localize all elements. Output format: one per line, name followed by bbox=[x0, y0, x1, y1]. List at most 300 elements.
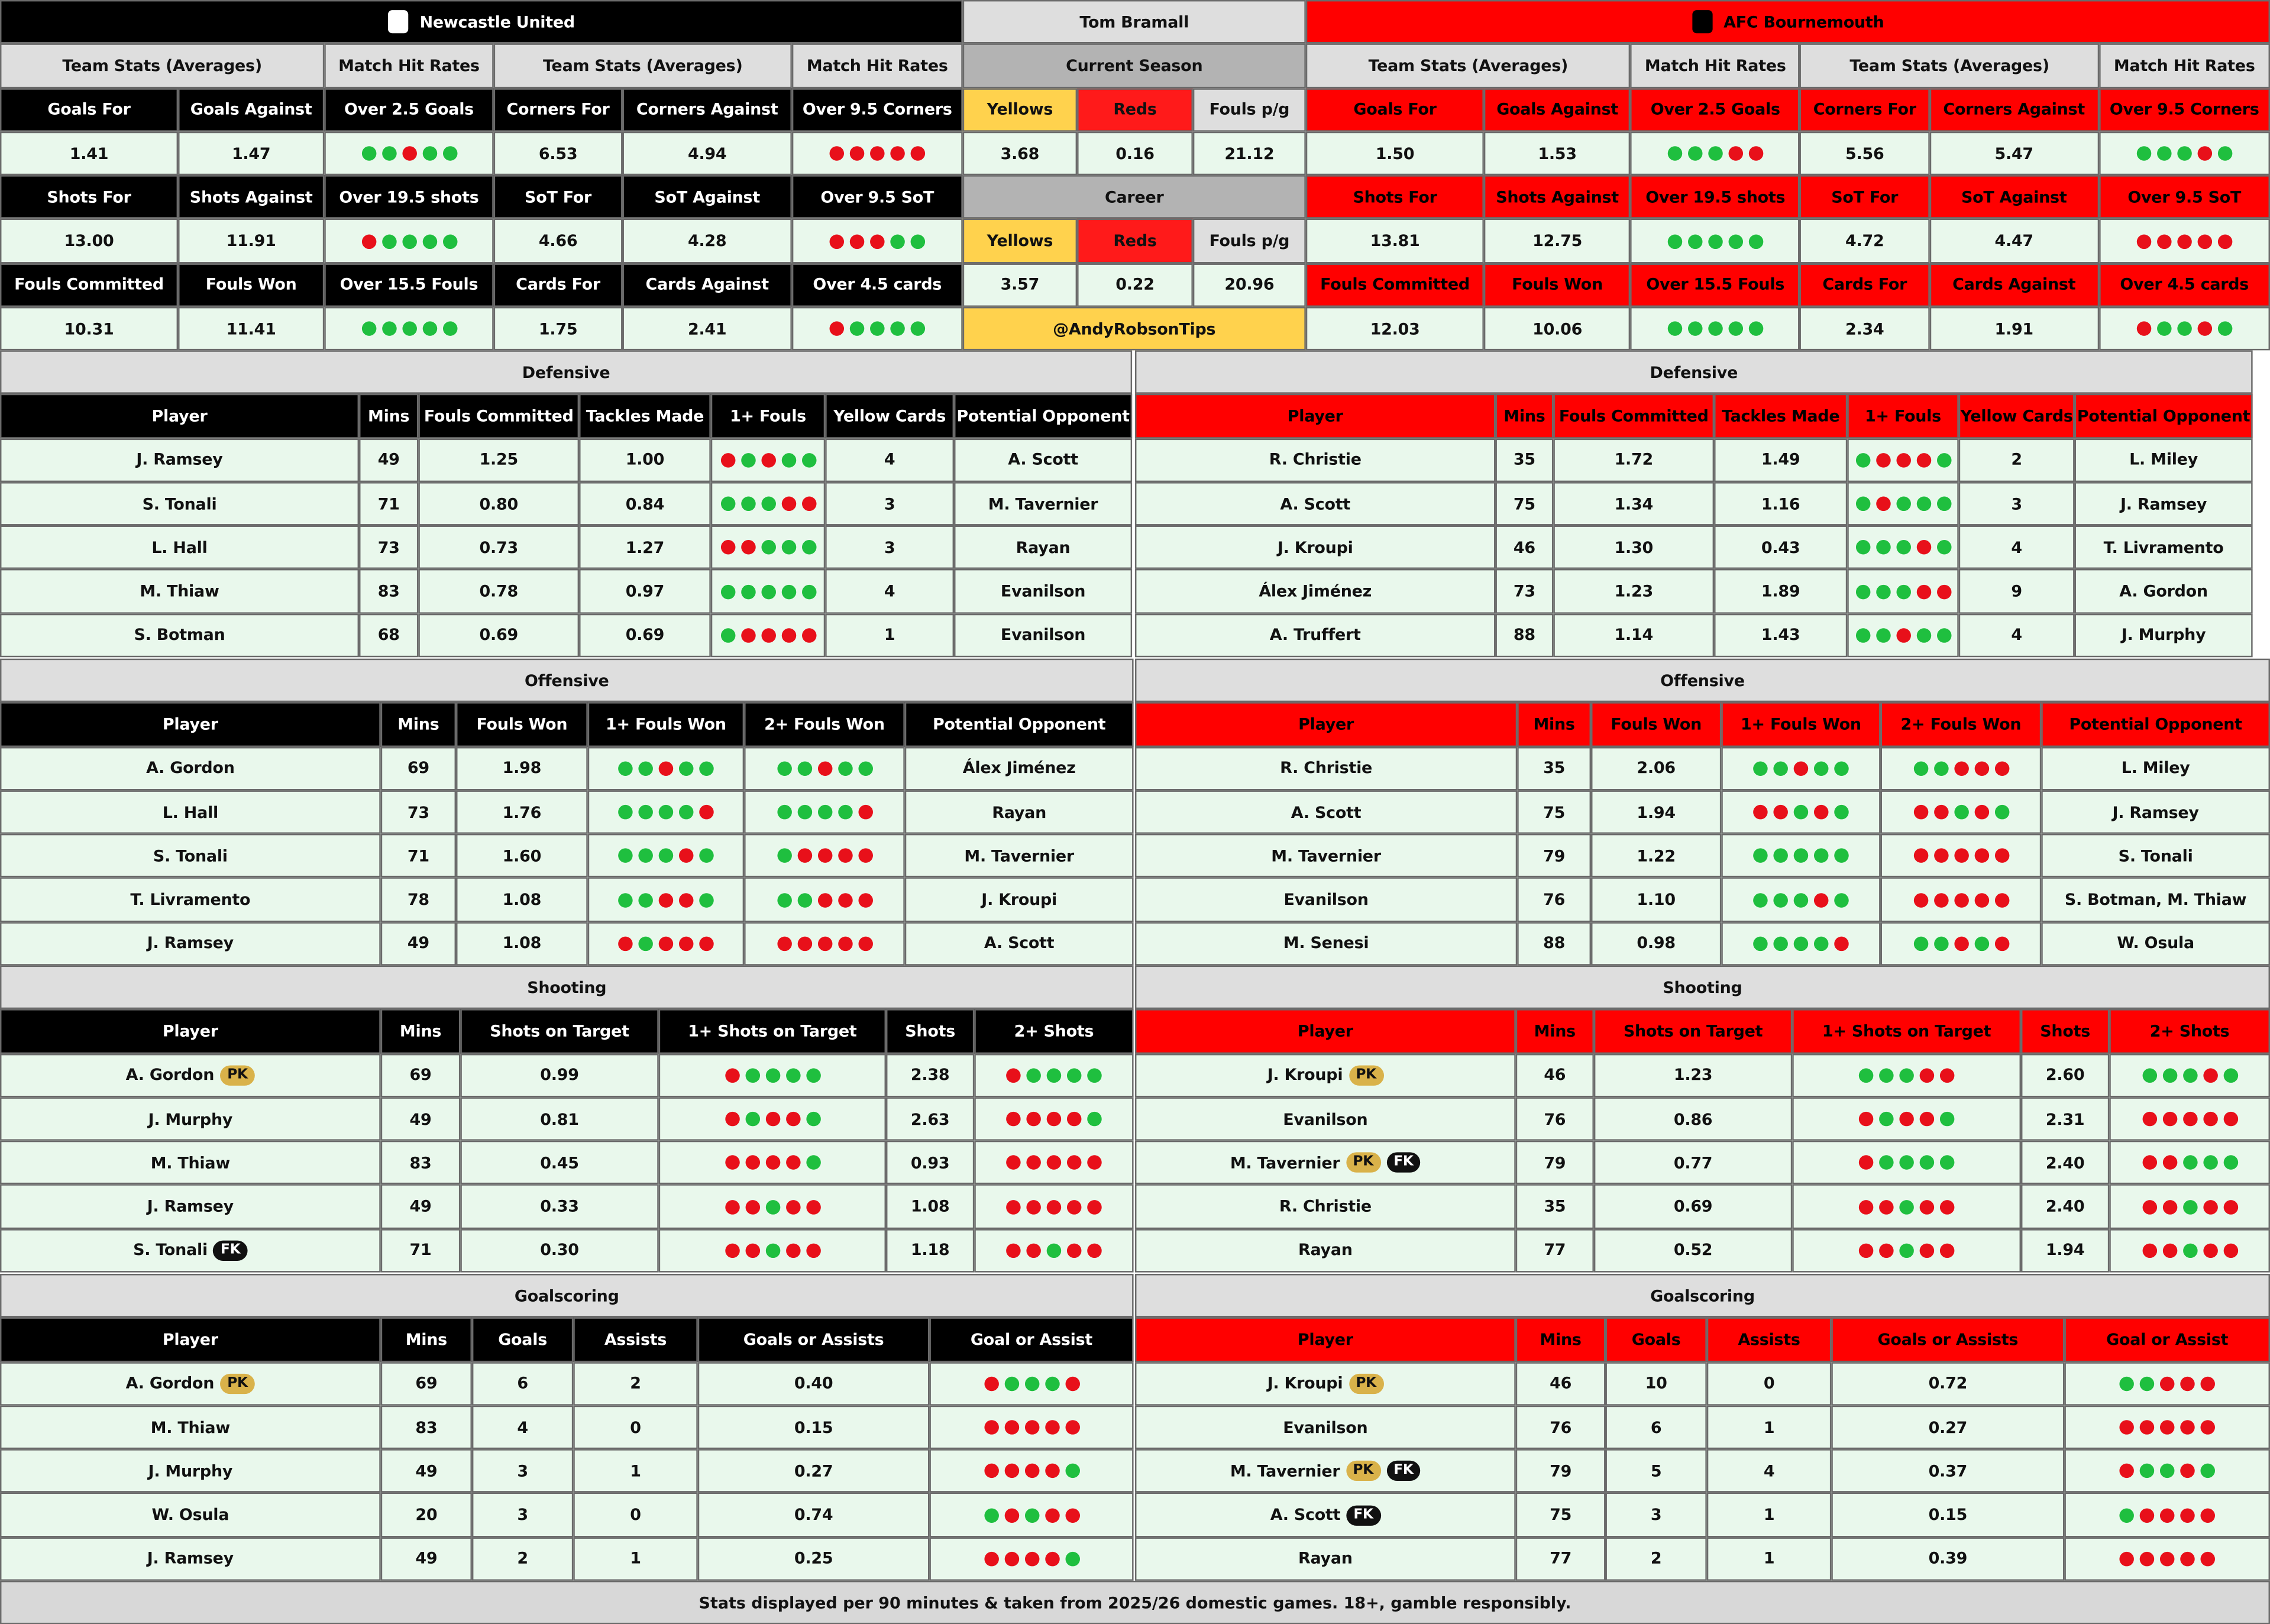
hit-dot-green bbox=[402, 234, 416, 248]
hit-rate-dots bbox=[1913, 936, 2009, 950]
hit-dot-red bbox=[1067, 1112, 1081, 1126]
hit-rate bbox=[1721, 922, 1880, 966]
hit-rate-dots bbox=[2119, 1376, 2215, 1390]
hit-dot-red bbox=[2119, 1420, 2133, 1434]
hit-rate-dots bbox=[984, 1464, 1079, 1478]
stat-label: SoT For bbox=[1800, 176, 1929, 219]
hit-dot-red bbox=[765, 1156, 780, 1170]
hit-dot-red bbox=[2119, 1464, 2133, 1478]
hit-rate-dots bbox=[1006, 1199, 1102, 1214]
hit-rate bbox=[974, 1229, 1133, 1273]
hit-rate bbox=[2109, 1229, 2270, 1273]
column-header: Potential Opponent bbox=[2041, 703, 2270, 746]
hit-rate-dots bbox=[1913, 761, 2009, 775]
hit-rate bbox=[588, 834, 744, 878]
shots: 2.40 bbox=[2021, 1185, 2109, 1228]
hit-dot-green bbox=[837, 761, 852, 775]
stat-value: 5.47 bbox=[1929, 131, 2099, 175]
mins: 20 bbox=[381, 1493, 472, 1537]
hit-dot-red bbox=[830, 146, 844, 160]
hit-dot-green bbox=[2142, 1068, 2156, 1082]
hit-rate bbox=[974, 1185, 1133, 1228]
player-name-text: M. Tavernier bbox=[1230, 1153, 1340, 1173]
hit-dot-green bbox=[1940, 1156, 1954, 1170]
hit-dot-red bbox=[1065, 1420, 1079, 1434]
hit-dot-green bbox=[2157, 322, 2171, 336]
shots-on-target: 0.33 bbox=[460, 1185, 658, 1228]
stat-value: 11.91 bbox=[178, 219, 324, 263]
ref-reds: 0.16 bbox=[1077, 131, 1193, 175]
yellow-cards: 3 bbox=[825, 482, 954, 526]
match-hit-header: Match Hit Rates bbox=[2099, 44, 2270, 88]
hit-rate-dots bbox=[720, 584, 816, 599]
player-name-text: R. Christie bbox=[1279, 1197, 1372, 1217]
career-header: Career bbox=[963, 176, 1306, 219]
hit-rate-dots bbox=[830, 146, 926, 160]
mins: 35 bbox=[1517, 746, 1591, 790]
hit-dot-red bbox=[2201, 1376, 2215, 1390]
hit-dot-red bbox=[1834, 936, 1848, 950]
shooting-section-title: Shooting bbox=[1135, 966, 2270, 1010]
hit-dot-red bbox=[785, 1199, 800, 1214]
hit-dot-green bbox=[679, 761, 693, 775]
hit-dot-green bbox=[1896, 541, 1910, 555]
hit-rate-dots bbox=[720, 628, 816, 642]
team-name: AFC Bournemouth bbox=[1723, 12, 1884, 31]
ref-fouls: 21.12 bbox=[1193, 131, 1306, 175]
potential-opponent: J. Murphy bbox=[2075, 613, 2253, 657]
hit-rate bbox=[1881, 790, 2042, 834]
hit-dot-red bbox=[1065, 1508, 1079, 1522]
hit-dot-red bbox=[1876, 497, 1890, 511]
hit-rate bbox=[2064, 1405, 2270, 1449]
hit-rate bbox=[1881, 922, 2042, 966]
player-name-text: J. Kroupi bbox=[1267, 1066, 1343, 1085]
hit-dot-red bbox=[2140, 1508, 2154, 1522]
hit-rate bbox=[711, 570, 825, 613]
fouls-won: 1.10 bbox=[1591, 878, 1721, 921]
team-name: Newcastle United bbox=[419, 12, 575, 31]
hit-dot-red bbox=[785, 1243, 800, 1257]
hit-dot-red bbox=[745, 1199, 759, 1214]
hit-dot-green bbox=[1045, 1376, 1059, 1390]
potential-opponent: Evanilson bbox=[954, 613, 1132, 657]
hit-dot-red bbox=[870, 234, 884, 248]
hit-dot-red bbox=[2136, 322, 2151, 336]
hit-dot-green bbox=[2157, 146, 2171, 160]
hit-dot-green bbox=[1047, 1068, 1061, 1082]
hit-dot-red bbox=[1773, 805, 1787, 819]
stat-label: Corners For bbox=[494, 88, 623, 131]
column-header: Shots on Target bbox=[460, 1010, 658, 1053]
hit-dot-red bbox=[1067, 1243, 1081, 1257]
hit-dot-red bbox=[725, 1068, 739, 1082]
stat-label: Over 15.5 Fouls bbox=[324, 263, 493, 307]
hit-dot-green bbox=[806, 1156, 820, 1170]
mins: 78 bbox=[381, 878, 456, 921]
hit-dot-red bbox=[2177, 234, 2191, 248]
stat-value: 4.66 bbox=[494, 219, 623, 263]
goals: 6 bbox=[472, 1361, 573, 1405]
fouls-committed: 1.23 bbox=[1553, 570, 1714, 613]
mins: 76 bbox=[1517, 878, 1591, 921]
stats-grid bbox=[1135, 1274, 2270, 1581]
shots-on-target: 0.81 bbox=[460, 1097, 658, 1141]
hit-dot-green bbox=[1879, 1156, 1893, 1170]
stat-label: Over 9.5 Corners bbox=[792, 88, 963, 131]
hit-dot-red bbox=[2180, 1376, 2194, 1390]
hit-rate bbox=[744, 790, 905, 834]
mins: 83 bbox=[359, 570, 418, 613]
hit-dot-green bbox=[361, 322, 376, 336]
mins: 35 bbox=[1495, 438, 1553, 482]
stat-label: Fouls Won bbox=[178, 263, 324, 307]
tackles-made: 1.00 bbox=[579, 438, 711, 482]
hit-dot-green bbox=[1936, 452, 1951, 467]
potential-opponent: J. Ramsey bbox=[2041, 790, 2270, 834]
shots: 2.63 bbox=[886, 1097, 974, 1141]
hit-dot-green bbox=[1896, 584, 1910, 599]
hit-dot-red bbox=[1749, 146, 1763, 160]
hit-rate-dots bbox=[618, 805, 714, 819]
hit-dot-green bbox=[720, 628, 735, 642]
stat-label: Cards For bbox=[1800, 263, 1929, 307]
yellow-cards: 4 bbox=[825, 570, 954, 613]
yellow-cards: 4 bbox=[1959, 526, 2075, 570]
shots: 1.18 bbox=[886, 1229, 974, 1273]
fouls-committed: 1.14 bbox=[1553, 613, 1714, 657]
hit-dot-green bbox=[1794, 936, 1808, 950]
hit-dot-green bbox=[1855, 628, 1870, 642]
hit-dot-red bbox=[984, 1376, 998, 1390]
shots: 2.31 bbox=[2021, 1097, 2109, 1141]
hit-dot-red bbox=[2162, 1199, 2177, 1214]
column-header: Goals bbox=[1605, 1318, 1706, 1361]
hit-dot-red bbox=[984, 1552, 998, 1566]
hit-dot-green bbox=[1708, 146, 1722, 160]
reds-label: Reds bbox=[1077, 88, 1193, 131]
column-header: Mins bbox=[381, 703, 456, 746]
column-header: 1+ Fouls bbox=[1847, 394, 1958, 438]
hit-dot-red bbox=[1814, 892, 1828, 907]
hit-dot-green bbox=[659, 849, 673, 863]
stats-grid bbox=[1306, 0, 2270, 351]
referee-name: Tom Bramall bbox=[963, 0, 1306, 44]
hit-dot-red bbox=[785, 1112, 800, 1126]
hit-dot-red bbox=[1024, 1420, 1039, 1434]
hit-dot-red bbox=[911, 146, 925, 160]
hit-dot-green bbox=[1855, 541, 1870, 555]
hit-dot-red bbox=[837, 892, 852, 907]
hit-dot-green bbox=[2223, 1156, 2237, 1170]
hit-rate-dots bbox=[2119, 1464, 2215, 1478]
hit-dot-red bbox=[2157, 234, 2171, 248]
shots: 2.60 bbox=[2021, 1053, 2109, 1097]
fk-badge: FK bbox=[1386, 1461, 1421, 1481]
hit-rate bbox=[588, 922, 744, 966]
player-name bbox=[0, 1361, 381, 1405]
hit-dot-green bbox=[2201, 1464, 2215, 1478]
hit-dot-red bbox=[830, 322, 844, 336]
hit-rate bbox=[1881, 746, 2042, 790]
player-name bbox=[1135, 1053, 1516, 1097]
hit-dot-green bbox=[781, 452, 796, 467]
goals: 2 bbox=[472, 1537, 573, 1581]
stat-label: Corners Against bbox=[1929, 88, 2099, 131]
tackles-made: 1.89 bbox=[1714, 570, 1847, 613]
hit-dot-red bbox=[659, 761, 673, 775]
hit-dot-green bbox=[638, 761, 652, 775]
hit-dot-green bbox=[1708, 234, 1722, 248]
reds-label: Reds bbox=[1077, 219, 1193, 263]
hit-dot-green bbox=[1933, 761, 1948, 775]
potential-opponent: Álex Jiménez bbox=[905, 746, 1134, 790]
hit-dot-red bbox=[801, 497, 816, 511]
hit-dot-green bbox=[2182, 1156, 2197, 1170]
hit-dot-green bbox=[618, 892, 632, 907]
shots-on-target: 0.77 bbox=[1594, 1141, 1792, 1185]
hit-rate-dots bbox=[361, 322, 457, 336]
hit-dot-green bbox=[1994, 805, 2009, 819]
hit-dot-green bbox=[1688, 234, 1702, 248]
hit-dot-green bbox=[2182, 1243, 2197, 1257]
hit-dot-green bbox=[1879, 1068, 1893, 1082]
hit-rate bbox=[1792, 1185, 2021, 1228]
hit-rate-dots bbox=[1913, 892, 2009, 907]
mins: 71 bbox=[381, 834, 456, 878]
hit-dot-red bbox=[1899, 1112, 1913, 1126]
hit-rate bbox=[2064, 1537, 2270, 1581]
hit-dot-green bbox=[781, 541, 796, 555]
hit-dot-red bbox=[618, 936, 632, 950]
hit-dot-green bbox=[1087, 1112, 1101, 1126]
hit-dot-green bbox=[1899, 1243, 1913, 1257]
hit-dot-red bbox=[1087, 1243, 1101, 1257]
player-name: Evanilson bbox=[1135, 878, 1517, 921]
column-header: Mins bbox=[1495, 394, 1553, 438]
hit-dot-green bbox=[720, 584, 735, 599]
hit-rate-dots bbox=[2119, 1552, 2215, 1566]
hit-dot-red bbox=[725, 1156, 739, 1170]
hit-dot-red bbox=[1940, 1243, 1954, 1257]
stat-label: Over 2.5 Goals bbox=[324, 88, 493, 131]
hit-dot-green bbox=[765, 1243, 780, 1257]
hit-dot-red bbox=[1004, 1464, 1018, 1478]
stats-grid bbox=[1135, 966, 2270, 1273]
player-name bbox=[1135, 1405, 1516, 1449]
column-header: Player bbox=[0, 394, 359, 438]
yellows-label: Yellows bbox=[963, 219, 1077, 263]
stat-label: Fouls Won bbox=[1484, 263, 1631, 307]
hit-dot-green bbox=[1026, 1068, 1040, 1082]
hit-dot-red bbox=[781, 628, 796, 642]
shooting-section-title: Shooting bbox=[0, 966, 1134, 1010]
hit-dot-red bbox=[1920, 1068, 1934, 1082]
mins: 46 bbox=[1516, 1361, 1606, 1405]
hit-rate-dots bbox=[725, 1068, 820, 1082]
hit-dot-red bbox=[720, 452, 735, 467]
hit-dot-red bbox=[1026, 1156, 1040, 1170]
hit-dot-green bbox=[1024, 1376, 1039, 1390]
assists: 0 bbox=[573, 1493, 698, 1537]
stat-label: Shots For bbox=[0, 176, 178, 219]
tackles-made: 0.43 bbox=[1714, 526, 1847, 570]
hit-dot-red bbox=[858, 805, 872, 819]
stat-hit-rate bbox=[2099, 131, 2270, 175]
tackles-made: 0.69 bbox=[579, 613, 711, 657]
potential-opponent: J. Kroupi bbox=[905, 878, 1134, 921]
mins: 75 bbox=[1495, 482, 1553, 526]
shots-on-target: 0.86 bbox=[1594, 1097, 1792, 1141]
hit-dot-red bbox=[2162, 1112, 2177, 1126]
hit-dot-green bbox=[1773, 849, 1787, 863]
hit-dot-green bbox=[1936, 628, 1951, 642]
shots: 1.08 bbox=[886, 1185, 974, 1228]
hit-rate bbox=[1847, 482, 1958, 526]
hit-dot-red bbox=[984, 1464, 998, 1478]
stats-grid bbox=[1135, 659, 2270, 966]
stats-grid bbox=[963, 0, 1306, 351]
mins: 79 bbox=[1516, 1141, 1594, 1185]
hit-dot-red bbox=[1936, 584, 1951, 599]
hit-dot-green bbox=[806, 1112, 820, 1126]
fk-badge: FK bbox=[1346, 1505, 1380, 1525]
player-name: M. Thiaw bbox=[0, 570, 359, 613]
goals: 3 bbox=[472, 1450, 573, 1493]
hit-dot-green bbox=[1936, 541, 1951, 555]
fouls-committed: 1.30 bbox=[1553, 526, 1714, 570]
hit-rate bbox=[974, 1141, 1133, 1185]
hit-dot-red bbox=[850, 234, 864, 248]
hit-dot-green bbox=[2160, 1464, 2174, 1478]
stat-value: 1.75 bbox=[494, 307, 623, 351]
hit-rate bbox=[1847, 526, 1958, 570]
goals-or-assists: 0.74 bbox=[698, 1493, 930, 1537]
hit-dot-red bbox=[1896, 628, 1910, 642]
hit-rate bbox=[711, 613, 825, 657]
hit-dot-green bbox=[1749, 322, 1763, 336]
hit-rate bbox=[1721, 834, 1880, 878]
hit-dot-green bbox=[699, 892, 713, 907]
stat-label: Over 9.5 SoT bbox=[792, 176, 963, 219]
yellow-cards: 9 bbox=[1959, 570, 2075, 613]
mins: 71 bbox=[359, 482, 418, 526]
hit-dot-green bbox=[638, 805, 652, 819]
hit-dot-green bbox=[1667, 322, 1682, 336]
hit-rate-dots bbox=[777, 761, 872, 775]
column-header: Tackles Made bbox=[579, 394, 711, 438]
stat-value: 2.34 bbox=[1800, 307, 1929, 351]
cherry-crest-icon bbox=[1692, 10, 1712, 33]
hit-dot-red bbox=[2182, 1112, 2197, 1126]
hit-dot-green bbox=[2218, 322, 2232, 336]
hit-dot-red bbox=[1954, 936, 1968, 950]
fouls-won: 1.94 bbox=[1591, 790, 1721, 834]
stat-hit-rate bbox=[792, 131, 963, 175]
hit-dot-green bbox=[1773, 936, 1787, 950]
hit-rate-dots bbox=[1006, 1112, 1102, 1126]
stat-value: 12.75 bbox=[1484, 219, 1631, 263]
player-name-text: Rayan bbox=[1298, 1241, 1353, 1260]
mins: 49 bbox=[381, 1537, 472, 1581]
goals-or-assists: 0.15 bbox=[1831, 1493, 2064, 1537]
hit-dot-green bbox=[1834, 805, 1848, 819]
hit-rate bbox=[2109, 1097, 2270, 1141]
player-name bbox=[0, 1229, 381, 1273]
shots-on-target: 1.23 bbox=[1594, 1053, 1792, 1097]
hit-dot-green bbox=[1859, 1068, 1873, 1082]
hit-dot-green bbox=[806, 1068, 820, 1082]
column-header: Player bbox=[0, 1318, 381, 1361]
hit-dot-red bbox=[806, 1199, 820, 1214]
mins: 46 bbox=[1516, 1053, 1594, 1097]
stat-value: 4.28 bbox=[623, 219, 792, 263]
player-name bbox=[0, 1450, 381, 1493]
hit-rate bbox=[1792, 1053, 2021, 1097]
hit-dot-red bbox=[1045, 1464, 1059, 1478]
hit-dot-red bbox=[1047, 1199, 1061, 1214]
column-header: 2+ Shots bbox=[2109, 1010, 2270, 1053]
hit-dot-red bbox=[858, 936, 872, 950]
current-season-header: Current Season bbox=[963, 44, 1306, 88]
hit-rate-dots bbox=[2142, 1199, 2237, 1214]
fk-badge: FK bbox=[214, 1240, 248, 1260]
hit-dot-green bbox=[422, 234, 436, 248]
shots-on-target: 0.99 bbox=[460, 1053, 658, 1097]
hit-dot-green bbox=[381, 322, 396, 336]
player-name: J. Ramsey bbox=[0, 438, 359, 482]
goals: 3 bbox=[1605, 1493, 1706, 1537]
hit-dot-green bbox=[1728, 234, 1742, 248]
player-name-text: A. Scott bbox=[1270, 1505, 1341, 1525]
column-header: Yellow Cards bbox=[825, 394, 954, 438]
column-header: 1+ Fouls bbox=[711, 394, 825, 438]
hit-rate bbox=[1792, 1141, 2021, 1185]
mins: 73 bbox=[381, 790, 456, 834]
hit-dot-green bbox=[777, 892, 791, 907]
hit-dot-green bbox=[890, 234, 904, 248]
tackles-made: 1.27 bbox=[579, 526, 711, 570]
hit-dot-red bbox=[361, 234, 376, 248]
hit-dot-green bbox=[2162, 1068, 2177, 1082]
hit-dot-green bbox=[618, 849, 632, 863]
hit-dot-green bbox=[1954, 805, 1968, 819]
stat-label: Over 9.5 Corners bbox=[2099, 88, 2270, 131]
shots-on-target: 0.52 bbox=[1594, 1229, 1792, 1273]
hit-dot-green bbox=[1834, 892, 1848, 907]
hit-dot-green bbox=[1879, 1112, 1893, 1126]
offensive-section-title: Offensive bbox=[0, 659, 1134, 703]
goalscoring-section-title: Goalscoring bbox=[1135, 1274, 2270, 1318]
hit-dot-red bbox=[1067, 1156, 1081, 1170]
hit-dot-red bbox=[1087, 1156, 1101, 1170]
player-name: A. Scott bbox=[1135, 790, 1517, 834]
ref-yellows: 3.68 bbox=[963, 131, 1077, 175]
stat-value: 1.50 bbox=[1306, 131, 1484, 175]
column-header: Fouls Committed bbox=[418, 394, 579, 438]
potential-opponent: J. Ramsey bbox=[2075, 482, 2253, 526]
hit-dot-red bbox=[659, 892, 673, 907]
hit-dot-red bbox=[1876, 452, 1890, 467]
player-name bbox=[1135, 1097, 1516, 1141]
hit-rate-dots bbox=[361, 146, 457, 160]
hit-dot-green bbox=[1913, 761, 1928, 775]
potential-opponent: Rayan bbox=[954, 526, 1132, 570]
hit-dot-green bbox=[741, 584, 755, 599]
hit-dot-red bbox=[2140, 1552, 2154, 1566]
hit-dot-red bbox=[1896, 452, 1910, 467]
player-name bbox=[1135, 1141, 1516, 1185]
